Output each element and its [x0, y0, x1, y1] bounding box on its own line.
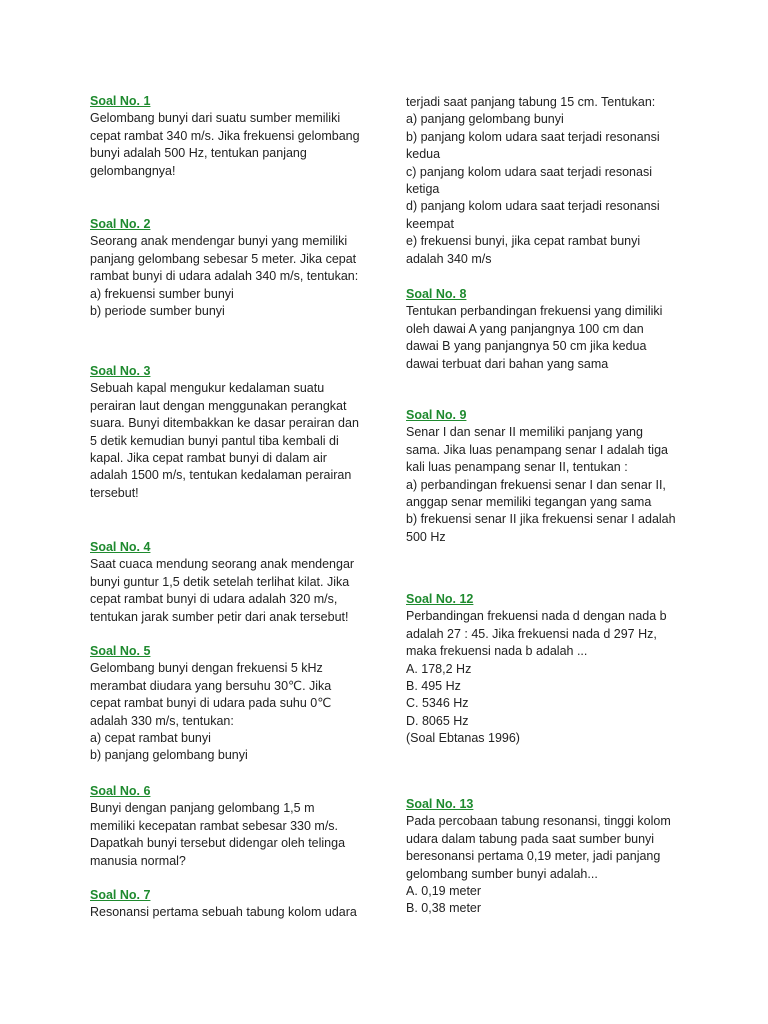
question-text-line: gelombangnya! — [90, 163, 176, 178]
answer-option: B. 495 Hz — [406, 679, 461, 694]
question-1 — [90, 93, 380, 180]
question-text-line: Gelombang bunyi dengan frekuensi 5 kHz — [90, 661, 323, 676]
question-6 — [90, 783, 380, 870]
question-text-line: rambat bunyi di udara adalah 340 m/s, tentukan: — [90, 269, 359, 284]
question-text-line: adalah 340 m/s — [406, 251, 492, 266]
question-text-line: ketiga — [406, 182, 440, 197]
question-text-line: terjadi saat panjang tabung 15 cm. Tentukan: — [406, 95, 656, 109]
question-title: Soal No. 8 — [406, 287, 467, 301]
question-text-line: a) frekuensi sumber bunyi — [90, 286, 234, 301]
question-text-line: manusia normal? — [90, 853, 186, 868]
question-9 — [406, 407, 696, 546]
question-text-line: b) periode sumber bunyi — [90, 304, 225, 319]
question-2 — [90, 216, 380, 320]
question-text-line: e) frekuensi bunyi, jika cepat rambat bunyi — [406, 234, 641, 249]
question-text-line: memiliki kecepatan rambat sebesar 330 m/s. — [90, 818, 339, 833]
question-title: Soal No. 13 — [406, 797, 474, 811]
answer-option: D. 8065 Hz — [406, 713, 469, 728]
question-title: Soal No. 6 — [90, 784, 151, 798]
question-text-line: bunyi adalah 500 Hz, tentukan panjang — [90, 146, 307, 161]
question-text-line: 500 Hz — [406, 529, 446, 544]
question-text-line: b) frekuensi senar II jika frekuensi senar I adalah — [406, 512, 676, 527]
question-text-line: bunyi guntur 1,5 detik setelah terlihat kilat. Jika — [90, 574, 350, 589]
question-text-line: adalah 1500 m/s, tentukan kedalaman perairan — [90, 468, 352, 483]
question-text-line: keempat — [406, 216, 454, 231]
question-text-line: suara. Bunyi ditembakkan ke dasar perairan dan — [90, 416, 359, 431]
question-7-continued — [406, 94, 696, 268]
answer-option: B. 0,38 meter — [406, 901, 482, 916]
question-text-line: c) panjang kolom udara saat terjadi resonasi — [406, 164, 652, 179]
answer-option: A. 0,19 meter — [406, 884, 482, 899]
question-text-line: Senar I dan senar II memiliki panjang yang — [406, 425, 643, 440]
question-text-line: kapal. Jika cepat rambat bunyi di dalam air — [90, 451, 327, 466]
question-4 — [90, 539, 380, 626]
question-text-line: Gelombang bunyi dari suatu sumber memiliki — [90, 111, 341, 126]
question-text-line: tentukan jarak sumber petir dari anak tersebut! — [90, 609, 349, 624]
question-text-line: adalah 330 m/s, tentukan: — [90, 713, 234, 728]
answer-option: C. 5346 Hz — [406, 696, 469, 711]
question-text-line: udara dalam tabung pada saat sumber bunyi — [406, 831, 655, 846]
question-text-line: d) panjang kolom udara saat terjadi resonansi — [406, 199, 660, 214]
question-title: Soal No. 7 — [90, 888, 151, 902]
question-text-line: adalah 27 : 45. Jika frekuensi nada d 297 Hz, — [406, 626, 657, 641]
question-text-line: Dapatkah bunyi tersebut didengar oleh telinga — [90, 836, 346, 851]
question-text-line: b) panjang kolom udara saat terjadi resonansi — [406, 129, 660, 144]
question-text-line: maka frekuensi nada b adalah ... — [406, 644, 588, 659]
question-title: Soal No. 12 — [406, 592, 474, 606]
question-text-line: 5 detik kemudian bunyi pantul tiba kembali di — [90, 433, 339, 448]
question-title: Soal No. 9 — [406, 408, 467, 422]
question-text-line: sama. Jika luas penampang senar I adalah tiga — [406, 442, 668, 457]
question-text-line: kali luas penampang senar II, tentukan : — [406, 460, 628, 475]
question-text-line: anggap senar memiliki tegangan yang sama — [406, 495, 652, 510]
question-text-line: a) perbandingan frekuensi senar I dan senar II, — [406, 477, 666, 492]
question-3 — [90, 363, 380, 502]
question-text-line: Sebuah kapal mengukur kedalaman suatu — [90, 381, 325, 396]
question-8 — [406, 286, 696, 373]
question-text-line: Resonansi pertama sebuah tabung kolom udara — [90, 905, 357, 920]
question-5 — [90, 643, 380, 765]
question-text-line: Saat cuaca mendung seorang anak mendengar — [90, 557, 355, 572]
question-text-line: Seorang anak mendengar bunyi yang memiliki — [90, 234, 348, 249]
question-text-line: Perbandingan frekuensi nada d dengan nada b — [406, 609, 667, 624]
question-source: (Soal Ebtanas 1996) — [406, 731, 520, 746]
question-text-line: cepat rambat 340 m/s. Jika frekuensi gelombang — [90, 128, 360, 143]
question-text-line: Tentukan perbandingan frekuensi yang dimiliki — [406, 304, 663, 319]
question-text-line: b) panjang gelombang bunyi — [90, 748, 248, 763]
question-text-line: kedua — [406, 147, 441, 162]
question-title: Soal No. 3 — [90, 364, 151, 378]
question-text-line: oleh dawai A yang panjangnya 100 cm dan — [406, 321, 644, 336]
question-text-line: Pada percobaan tabung resonansi, tinggi kolom — [406, 814, 671, 829]
question-text-line: Bunyi dengan panjang gelombang 1,5 m — [90, 801, 315, 816]
question-title: Soal No. 2 — [90, 217, 151, 231]
question-text-line: gelombang sumber bunyi adalah... — [406, 866, 598, 881]
answer-option: A. 178,2 Hz — [406, 661, 472, 676]
question-12 — [406, 591, 696, 748]
question-text-line: cepat rambat bunyi di udara adalah 320 m/s, — [90, 592, 338, 607]
question-13 — [406, 796, 696, 918]
question-title: Soal No. 4 — [90, 540, 151, 554]
question-title: Soal No. 1 — [90, 94, 151, 108]
question-7 — [90, 887, 380, 922]
question-text-line: beresonansi pertama 0,19 meter, jadi panjang — [406, 849, 661, 864]
question-text-line: dawai B yang panjangnya 50 cm jika kedua — [406, 339, 647, 354]
question-text-line: dawai terbuat dari bahan yang sama — [406, 356, 609, 371]
question-text-line: perairan laut dengan menggunakan perangkat — [90, 398, 347, 413]
question-text-line: cepat rambat bunyi di udara pada suhu 0℃ — [90, 696, 332, 711]
question-text-line: panjang gelombang sebesar 5 meter. Jika cepat — [90, 251, 357, 266]
question-text-line: tersebut! — [90, 485, 139, 500]
question-text-line: a) panjang gelombang bunyi — [406, 112, 564, 127]
question-text-line: merambat diudara yang bersuhu 30℃. Jika — [90, 678, 332, 693]
question-text-line: a) cepat rambat bunyi — [90, 731, 211, 746]
question-title: Soal No. 5 — [90, 644, 151, 658]
